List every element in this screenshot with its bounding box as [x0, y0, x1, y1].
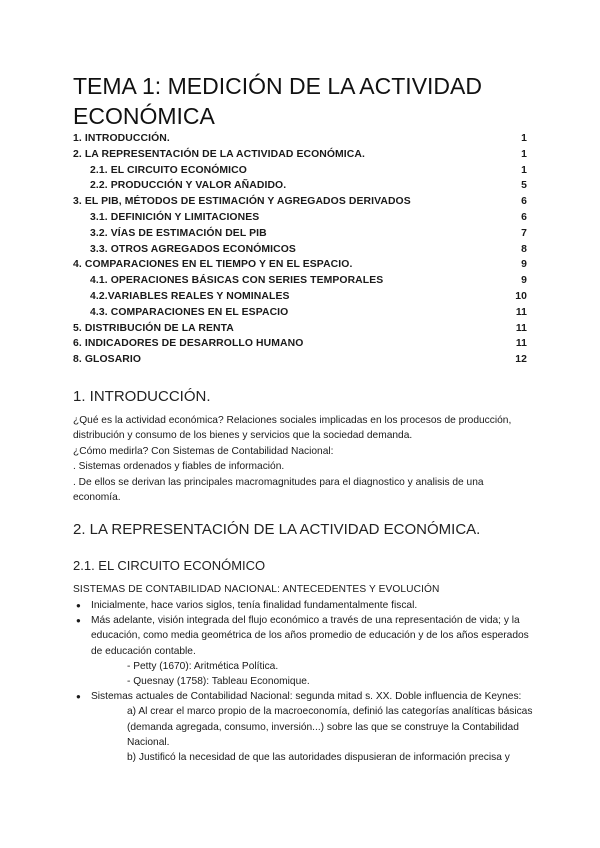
subsection-2-1-heading: 2.1. EL CIRCUITO ECONÓMICO [73, 558, 266, 573]
sub-list [91, 704, 533, 765]
toc-entry-page: 11 [515, 306, 527, 318]
toc-entry-label: 2.1. EL CIRCUITO ECONÓMICO [90, 164, 247, 176]
bullet-icon: ● [76, 616, 81, 626]
toc-entry-label: 5. DISTRIBUCIÓN DE LA RENTA [73, 322, 234, 334]
toc-entry[interactable] [73, 323, 527, 339]
toc-entry-label: 6. INDICADORES DE DESARROLLO HUMANO [73, 338, 304, 350]
bullet-text: Sistemas actuales de Contabilidad Nacional: segunda mitad s. XX. Doble influencia de Keynes: [91, 691, 522, 703]
toc-entry-page: 12 [515, 354, 527, 366]
toc-entry-page: 9 [521, 275, 527, 287]
section-1-heading: 1. INTRODUCCIÓN. [73, 388, 211, 405]
sub-list-item: a) Al crear el marco propio de la macroeconomía, definió las categorías analíticas básicas (demanda agregada, consumo, inversión...) sobre las que se construye la Contabilidad Nacional. [127, 706, 533, 748]
toc-entry[interactable] [73, 275, 527, 291]
intro-question-1: ¿Qué es la actividad económica? Relaciones sociales implicadas en los procesos de producción, distribución y consumo de los bienes y servicios que la sociedad demanda. [73, 415, 512, 442]
toc-entry-page: 5 [521, 180, 527, 192]
sub-list-item: - Petty (1670): Aritmética Política. [127, 660, 279, 672]
section-1-body [73, 413, 533, 505]
toc-entry[interactable] [73, 354, 527, 370]
sub-list-item: b) Justificó la necesidad de que las autoridades dispusieran de información precisa y [127, 752, 510, 764]
toc-entry-label: 4.1. OPERACIONES BÁSICAS CON SERIES TEMPORALES [90, 275, 384, 287]
toc-entry-page: 6 [521, 196, 527, 208]
toc-entry[interactable] [73, 133, 527, 149]
toc-entry-page: 11 [515, 322, 527, 334]
toc-entry[interactable] [73, 259, 527, 275]
toc-entry[interactable] [73, 244, 527, 260]
toc-entry[interactable] [73, 338, 527, 354]
bullet-text: Más adelante, visión integrada del flujo económico a través de una representación de vida; y la educación, como media geométrica de los años promedio de educación y de los años esperados de educación contable. [91, 615, 529, 657]
toc-entry[interactable] [73, 165, 527, 181]
bullet-text: Inicialmente, hace varios siglos, tenía finalidad fundamentalmente fiscal. [91, 600, 418, 611]
toc-entry-page: 1 [521, 133, 527, 144]
bullet-icon: ● [76, 692, 81, 702]
toc-entry[interactable] [73, 149, 527, 165]
intro-point-2: . De ellos se derivan las principales macromagnitudes para el diagnostico y analisis de una economía. [73, 476, 484, 504]
toc-entry-label: 8. GLOSARIO [73, 354, 142, 366]
document-title: TEMA 1: MEDICIÓN DE LA ACTIVIDAD ECONÓMICA [73, 73, 482, 129]
toc-entry-label: 4.2.VARIABLES REALES Y NOMINALES [90, 290, 290, 302]
toc-entry-page: 1 [521, 148, 527, 160]
intro-point-1: . Sistemas ordenados y fiables de información. [73, 461, 285, 473]
list-item [73, 598, 533, 613]
toc-entry-page: 8 [521, 243, 527, 255]
toc-entry-page: 11 [515, 338, 527, 350]
toc-entry-page: 1 [521, 164, 527, 176]
toc-entry-label: 4. COMPARACIONES EN EL TIEMPO Y EN EL ESPACIO. [73, 259, 353, 271]
toc-entry-page: 9 [521, 259, 527, 271]
list-item [73, 613, 533, 689]
toc-entry[interactable] [73, 291, 527, 307]
list-item [73, 689, 533, 765]
section-2-heading: 2. LA REPRESENTACIÓN DE LA ACTIVIDAD ECONÓMICA. [73, 521, 481, 538]
intro-question-2: ¿Cómo medirla? Con Sistemas de Contabilidad Nacional: [73, 445, 334, 457]
toc-entry-label: 4.3. COMPARACIONES EN EL ESPACIO [90, 306, 289, 318]
toc-entry-label: 3.1. DEFINICIÓN Y LIMITACIONES [90, 211, 260, 223]
toc-entry-page: 10 [515, 290, 527, 302]
toc-entry[interactable] [73, 228, 527, 244]
toc-entry[interactable] [73, 307, 527, 323]
sub-list-item: - Quesnay (1758): Tableau Economique. [127, 676, 310, 688]
bullet-list [73, 598, 533, 765]
toc-entry-page: 6 [521, 211, 527, 223]
caps-subheading: SISTEMAS DE CONTABILIDAD NACIONAL: ANTECEDENTES Y EVOLUCIÓN [73, 584, 440, 595]
toc-entry-label: 2.2. PRODUCCIÓN Y VALOR AÑADIDO. [90, 180, 287, 192]
sub-list [91, 659, 533, 689]
toc-entry-label: 3. EL PIB, MÉTODOS DE ESTIMACIÓN Y AGREGADOS DERIVADOS [73, 196, 411, 208]
toc-entry-label: 3.3. OTROS AGREGADOS ECONÓMICOS [90, 243, 296, 255]
toc-entry[interactable] [73, 212, 527, 228]
bullet-icon: ● [76, 601, 81, 610]
toc-entry[interactable] [73, 180, 527, 196]
toc-entry-label: 2. LA REPRESENTACIÓN DE LA ACTIVIDAD ECONÓMICA. [73, 148, 365, 160]
toc-entry[interactable] [73, 196, 527, 212]
toc-entry-page: 7 [521, 227, 527, 239]
toc-entry-label: 1. INTRODUCCIÓN. [73, 133, 170, 144]
table-of-contents [73, 133, 527, 370]
toc-entry-label: 3.2. VÍAS DE ESTIMACIÓN DEL PIB [90, 227, 267, 239]
